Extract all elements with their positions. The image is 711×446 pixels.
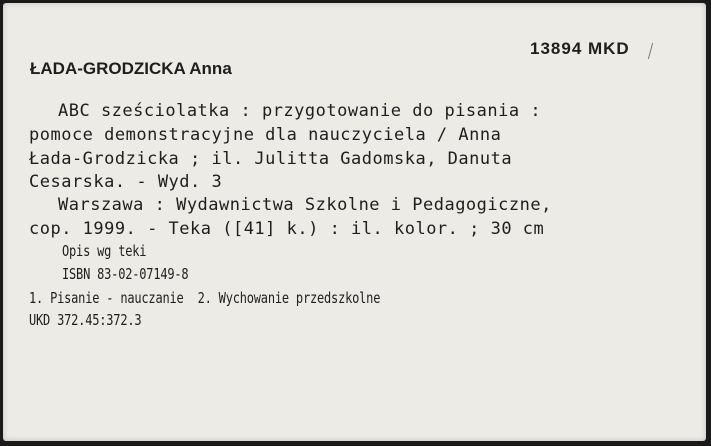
description-line-2: pomoce demonstracyjne dla nauczyciela / Anna: [29, 125, 502, 145]
description-line-1: ABC sześciolatka : przygotowanie do pisania :: [58, 101, 542, 121]
description-line-3: Łada-Grodzicka ; il. Julitta Gadomska, Danuta: [29, 149, 513, 169]
udc-classification: UKD 372.45:372.3: [29, 311, 142, 329]
description-line-4: Cesarska. - Wyd. 3: [29, 172, 223, 192]
subject-headings: 1. Pisanie - nauczanie 2. Wychowanie przedszkolne: [29, 289, 381, 307]
note-opis: Opis wg teki: [62, 242, 147, 260]
imprint-line-1: Warszawa : Wydawnictwa Szkolne i Pedagogiczne,: [58, 195, 552, 215]
catalog-card: [3, 3, 706, 441]
author-heading: ŁADA-GRODZICKA Anna: [30, 59, 232, 78]
pencil-mark: [638, 43, 653, 59]
imprint-line-2: cop. 1999. - Teka ([41] k.) : il. kolor. ; 30 cm: [29, 219, 545, 239]
note-isbn: ISBN 83-02-07149-8: [62, 265, 189, 283]
call-number: 13894 MKD: [530, 39, 630, 58]
